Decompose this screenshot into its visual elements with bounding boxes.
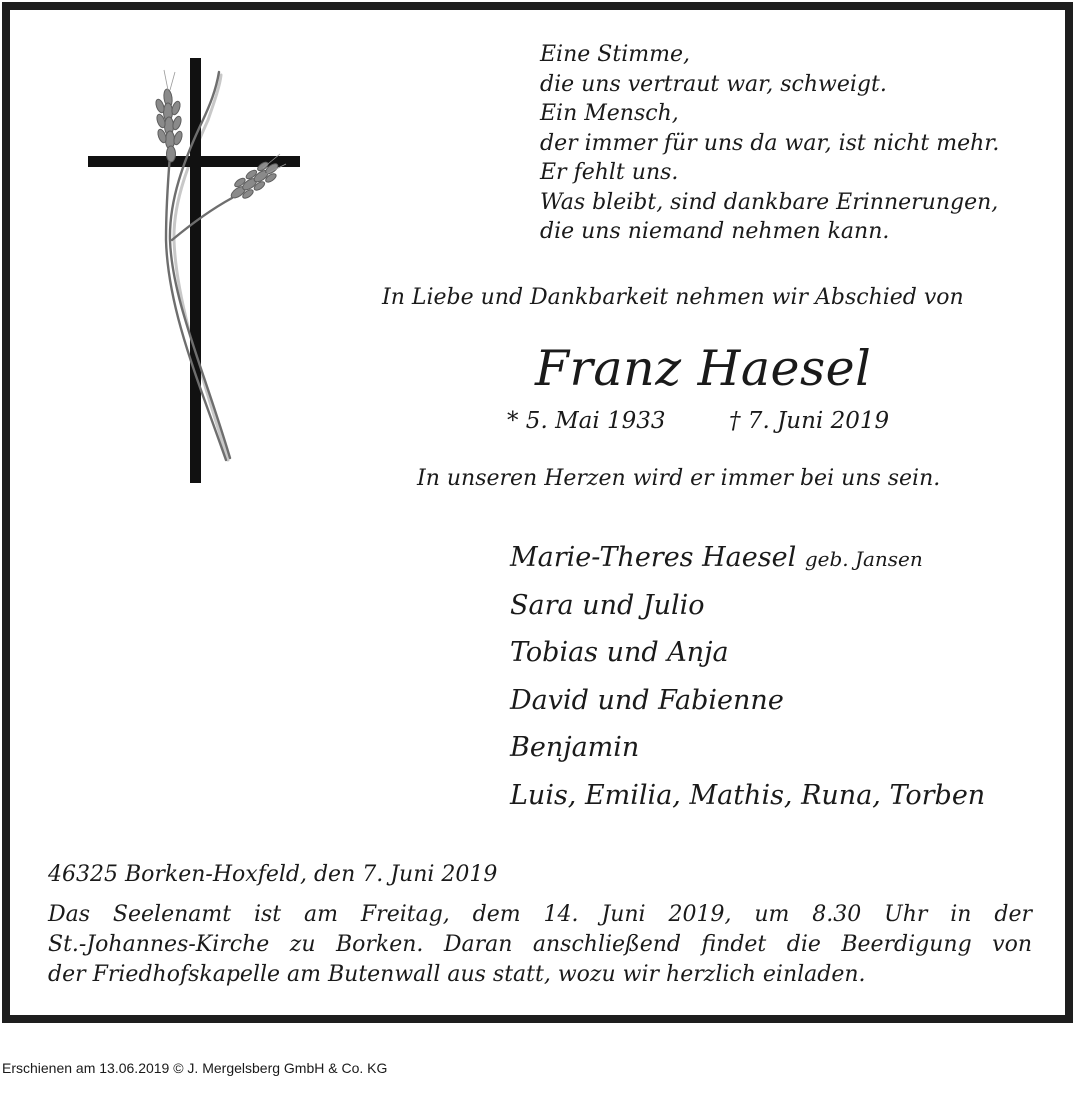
service-line: St.-Johannes-Kirche zu Borken. Daran anschließend findet die Beerdigung von [48,932,1032,957]
poem-line: die uns niemand nehmen kann. [540,219,890,244]
death-date: † 7. Juni 2019 [729,408,890,434]
publication-footer: Erschienen am 13.06.2019 © J. Mergelsberg GmbH & Co. KG [2,1060,388,1076]
poem-line: Ein Mensch, [540,101,679,126]
place-and-date: 46325 Borken-Hoxfeld, den 7. Juni 2019 [48,862,498,887]
obituary-frame [2,2,1073,1023]
poem-line: Er fehlt uns. [540,160,679,185]
family-member: Luis, Emilia, Mathis, Runa, Torben [510,779,986,811]
birth-date: * 5. Mai 1933 [507,408,666,434]
service-line: der Friedhofskapelle am Butenwall aus statt, wozu wir herzlich einladen. [48,962,866,987]
family-member: David und Fabienne [510,684,784,716]
family-list [510,538,985,823]
family-member: Sara und Julio [510,589,705,621]
poem-line: Eine Stimme, [540,42,690,67]
cross-with-wheat-icon [80,50,310,490]
poem-line: die uns vertraut war, schweigt. [540,71,887,97]
poem [540,40,999,247]
family-member: Benjamin [510,732,640,763]
farewell-intro: In Liebe und Dankbarkeit nehmen wir Abschied von [382,285,964,310]
family-spouse [510,538,985,586]
service-line: Das Seelenamt ist am Freitag, dem 14. Juni 2019, um 8.30 Uhr in der [48,902,1032,927]
poem-line: Was bleibt, sind dankbare Erinnerungen, [540,189,999,215]
deceased-name: Franz Haesel [535,340,872,397]
remembrance-line: In unseren Herzen wird er immer bei uns sein. [417,466,941,491]
poem-line: der immer für uns da war, ist nicht mehr. [540,130,1000,156]
spouse-maiden-name: geb. Jansen [804,547,923,571]
service-info [48,900,1032,990]
family-member: Tobias und Anja [510,637,729,668]
spouse-name: Marie-Theres Haesel [510,542,797,573]
